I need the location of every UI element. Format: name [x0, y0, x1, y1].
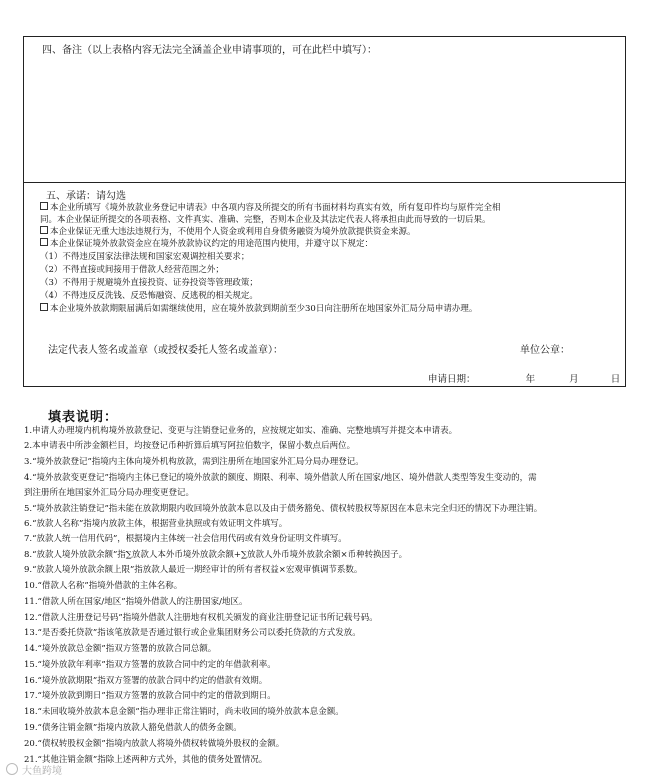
pledge-section-title: 五、承诺：请勾选: [46, 191, 126, 202]
instructions-title: 填表说明：: [48, 410, 119, 425]
watermark: 大鱼跨境: [6, 762, 62, 777]
instruction-item: 2.本申请表中所涉金额栏目，均按登记币种折算后填写阿拉伯数字，保留小数点后两位。: [24, 441, 356, 451]
company-seal-label: 单位公章：: [520, 345, 570, 356]
instruction-item: 8.“放款人境外放款余额”指∑放款人本外币境外放款余额+∑放款人外币境外放款余额×币种转换因子。: [24, 550, 408, 560]
day-label: 日: [610, 374, 621, 385]
application-date-label: 申请日期：: [428, 374, 476, 385]
section-divider: [24, 182, 625, 183]
instruction-item: 14.“境外放款总金额”指双方签署的放款合同总额。: [24, 644, 217, 654]
year-label: 年: [525, 374, 536, 385]
pledge-line[interactable]: 本企业境外放款期限届满后如需继续使用，应在境外放款到期前至少30日向注册所在地国家外汇局分局申请办理。: [40, 303, 477, 315]
instruction-item: 15.“境外放款年利率”指双方签署的放款合同中约定的年借款利率。: [24, 660, 276, 670]
instruction-item: 10.“借款人名称”指境外借款的主体名称。: [24, 581, 183, 591]
instruction-item: 1.申请人办理境内机构境外放款登记、变更与注销登记业务的，应按规定如实、准确、完整地填写并提交本申请表。: [24, 426, 458, 436]
instruction-item: 18.“未回收境外放款本息金额”指办理非正常注销时，尚未收回的境外放款本息金额。: [24, 707, 344, 717]
pledge-subitem: （4）不得违反反洗钱、反恐怖融资、反逃税的相关规定。: [40, 291, 258, 301]
pledge-checkbox[interactable]: [40, 226, 48, 234]
instruction-item: 20.“债权转股权金额”指境内放款人将境外债权转做境外股权的金额。: [24, 739, 285, 749]
instruction-item: 到注册所在地国家外汇局分局办理变更登记。: [24, 488, 195, 498]
legal-representative-signature-label: 法定代表人签名或盖章（或授权委托人签名或盖章）：: [48, 345, 283, 356]
pledge-checkbox[interactable]: [40, 202, 48, 210]
instruction-item: 5.“境外放款注销登记”指未能在放款期限内收回境外放款本息以及由于债务豁免、债权转股权等原因在本息未完全归还的情况下办理注销。: [24, 504, 543, 514]
pledge-checkbox[interactable]: [40, 303, 48, 311]
instruction-item: 19.“债务注销金额”指境内放款人豁免借款人的债务金额。: [24, 723, 242, 733]
remarks-section-title: 四、备注（以上表格内容无法完全涵盖企业申请事项的，可在此栏中填写）：: [42, 45, 377, 56]
instruction-item: 21.“其他注销金额”指除上述两种方式外，其他的债务处置情况。: [24, 755, 268, 765]
application-date-row: [428, 371, 620, 385]
instruction-item: 7.“放款人统一信用代码”，根据境内主体统一社会信用代码或有效身份证明文件填写。: [24, 534, 347, 544]
instruction-item: 3.“境外放款登记”指境内主体向境外机构放款，需到注册所在地国家外汇局分局办理登记。: [24, 457, 364, 467]
pledge-checkbox[interactable]: [40, 238, 48, 246]
pledge-subitem: （2）不得直接或间接用于借款人经营范围之外；: [40, 265, 224, 275]
application-form-table: [23, 36, 626, 387]
pledge-subitem: （1）不得违反国家法律法规和国家宏观调控相关要求；: [40, 252, 250, 262]
instruction-item: 6.“放款人名称”指境内放款主体，根据营业执照或有效证明文件填写。: [24, 519, 288, 529]
instruction-item: 4.“境外放款变更登记”指境内主体已登记的境外放款的额度、期限、利率、境外借款人所在国家/地区、境外借款人类型等发生变动的，需: [24, 473, 537, 483]
pledge-line: 同。本企业保证所提交的各项表格、文件真实、准确、完整，否则本企业及其法定代表人将承担由此而导致的一切后果。: [40, 215, 491, 225]
instruction-item: 13.“是否委托贷款”指该笔放款是否通过银行或企业集团财务公司以委托贷款的方式发放。: [24, 628, 361, 638]
watermark-logo-icon: [6, 763, 18, 775]
pledge-line[interactable]: 本企业保证无重大违法违规行为，不使用个人资金或利用自身债务融资为境外放款提供资金来源。: [40, 226, 416, 238]
pledge-line[interactable]: 本企业所填写《境外放款业务登记申请表》中各项内容及所提交的所有书面材料均真实有效，所有复印件均与原件完全相: [40, 202, 501, 214]
instruction-item: 11.“借款人所在国家/地区”指境外借款人的注册国家/地区。: [24, 597, 248, 607]
instruction-item: 16.“境外放款期限”指双方签署的放款合同中约定的借款有效期。: [24, 676, 268, 686]
pledge-line[interactable]: 本企业保证境外放款资金应在境外放款协议约定的用途范围内使用，并遵守以下规定：: [40, 238, 373, 250]
instruction-item: 9.“放款人境外放款余额上限”指放款人最近一期经审计的所有者权益×宏观审慎调节系数。: [24, 565, 363, 575]
month-label: 月: [569, 374, 579, 385]
instruction-item: 17.“境外放款到期日”指双方签署的放款合同中约定的借款到期日。: [24, 691, 276, 701]
instruction-item: 12.“借款人注册登记号码”指境外借款人注册地有权机关颁发的商业注册登记证书所记载号码。: [24, 613, 378, 623]
pledge-subitem: （3）不得用于规避境外直接投资、证券投资等管理政策；: [40, 278, 258, 288]
